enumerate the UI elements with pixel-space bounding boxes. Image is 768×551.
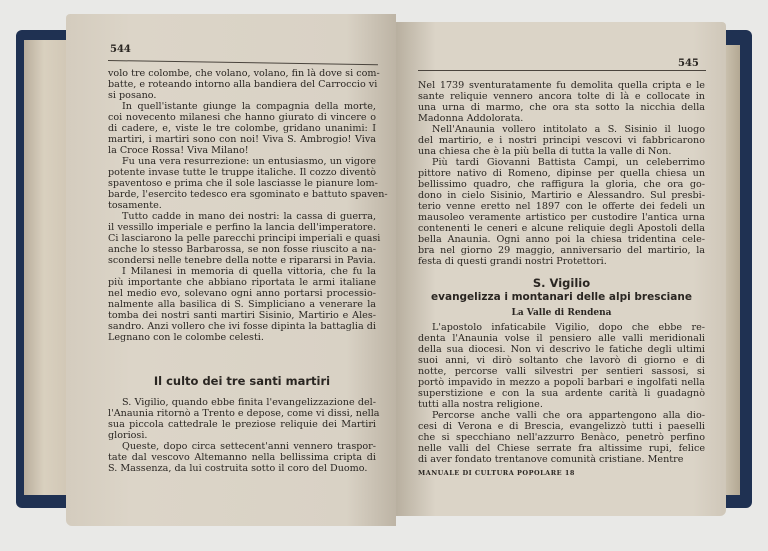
- text-line: Ci lasciarono la pelle parecchi principi imperiali e quasi: [108, 233, 381, 244]
- text-line: del martirio, e i nostri principi vescovi vi fabbricarono: [418, 135, 705, 146]
- text-line: scondersi nelle tenebre della notte e ripararsi in Pavia.: [108, 255, 376, 266]
- text-line: S. Vigilio, quando ebbe finita l'evangelizzazione del-: [122, 397, 376, 408]
- paragraph: [418, 322, 705, 410]
- text-line: terio venne eretto nel 1897 con le offerte dei fedeli un: [418, 201, 705, 212]
- paragraph: [108, 156, 388, 211]
- text-line: barde, l'esercito tedesco era sgominato e battuto spaven-: [108, 189, 388, 200]
- section-heading: Il culto dei tre santi martiri: [153, 374, 331, 388]
- text-block-top: [108, 68, 388, 343]
- header-rule: [418, 70, 706, 71]
- text-line: suoi anni, vi dirò soltanto che lavorò di giorno e di: [418, 355, 705, 366]
- text-line: pittore nativo di Romeno, dipinse per quella chiesa un: [418, 168, 705, 179]
- text-line: L'apostolo infaticabile Vigilio, dopo che ebbe re-: [432, 322, 705, 333]
- text-line: potente invase tutte le truppe italiche. Il cozzo diventò: [108, 167, 376, 178]
- paragraph: [108, 68, 380, 101]
- text-line: anche lo stesso Barbarossa, se non fosse riuscito a na-: [108, 244, 376, 255]
- text-line: Madonna Addolorata.: [418, 113, 524, 124]
- text-line: Fu una vera resurrezione: un entusiasmo, un vigore: [122, 156, 376, 167]
- text-line: denta l'Anaunia volse il pensiero alle valli meridionali: [418, 333, 705, 344]
- page-footer: MANUALE DI CULTURA POPOLARE 18: [418, 469, 575, 477]
- text-line: martiri, i martiri sono con noi! Viva S. Ambrogio! Viva: [108, 134, 376, 145]
- text-line: che si specchiano nell'azzurro Benàco, penetrò perfino: [418, 432, 705, 443]
- text-line: nelle valli del Chiese serrate fra altissime rupi, felice: [418, 443, 705, 454]
- text-line: spaventoso e prima che il sole lasciasse le pianure lom-: [108, 178, 378, 189]
- right-page: [396, 22, 726, 516]
- text-line: volo tre colombe, che volano, volano, fin là dove si com-: [108, 68, 380, 79]
- chapter-title: S. Vigilio: [532, 276, 591, 290]
- text-line: festa di questi grandi nostri Protettori.: [418, 256, 607, 267]
- text-line: Nell'Anaunia vollero intitolato a S. Sisinio il luogo: [432, 124, 705, 135]
- text-line: tosamente.: [108, 200, 162, 211]
- text-line: la Croce Rossa! Viva Milano!: [108, 145, 249, 156]
- text-line: coi novecento milanesi che hanno giurato di vincere o: [108, 112, 376, 123]
- text-line: gloriosi.: [108, 430, 148, 441]
- text-line: l'Anaunia ritornò a Trento e depose, come vi dissi, nella: [108, 408, 380, 419]
- text-line: una urna di marmo, che ora sta sotto la nicchia della: [418, 102, 705, 113]
- paragraph: [108, 397, 380, 441]
- text-block-bottom: [108, 397, 380, 474]
- subheading: La Valle di Rendena: [511, 308, 612, 318]
- text-line: cesi di Verona e di Brescia, evangelizzò tutti i paeselli: [418, 421, 705, 432]
- text-line: si posano.: [108, 90, 157, 101]
- paragraph: [108, 266, 376, 343]
- text-line: Queste, dopo circa settecent'anni vennero traspor-: [122, 441, 376, 452]
- page-number: 544: [110, 44, 131, 55]
- paragraph: [418, 410, 705, 465]
- paragraph: [108, 101, 376, 156]
- text-line: I Milanesi in memoria di quella vittoria, che fu la: [122, 266, 376, 277]
- text-line: contenenti le ceneri e alcune reliquie degli Apostoli della: [418, 223, 705, 234]
- text-line: più importante che abbiano riportata le armi italiane: [108, 277, 376, 288]
- header-rule: [108, 60, 378, 65]
- text-line: bellissimo quadro, che raffigura la gloria, che ora go-: [418, 179, 705, 190]
- text-line: Nel 1739 sventuratamente fu demolita quella cripta e le: [418, 80, 705, 91]
- text-line: di cadere, e, viste le tre colombe, gridano unanimi: I: [108, 123, 376, 134]
- text-line: In quell'istante giunge la compagnia della morte,: [122, 101, 376, 112]
- text-line: di aver fondato trentanove comunità cristiane. Mentre: [418, 454, 684, 465]
- text-line: sandro. Anzi vollero che ivi fosse dipinta la battaglia di: [108, 321, 376, 332]
- text-line: Tutto cadde in mano dei nostri: la cassa di guerra,: [122, 211, 376, 222]
- text-line: nel medio evo, solevano ogni anno portarsi processio-: [108, 288, 376, 299]
- text-line: una chiesa che è la più bella di tutta la valle di Non.: [418, 146, 672, 157]
- text-line: bra nel giorno 29 maggio, anniversario del martirio, la: [418, 245, 705, 256]
- text-line: superstizione e con la sua ardente carità li guadagnò: [418, 388, 705, 399]
- text-line: batte, e roteando intorno alla bandiera del Carroccio vi: [108, 79, 378, 90]
- text-line: mausoleo veramente artistico per custodire l'antica urna: [418, 212, 705, 223]
- text-line: portò impavido in mezzo a popoli barbari e ingolfati nella: [418, 377, 705, 388]
- text-line: bella Anaunia. Ogni anno poi la chiesa tridentina cele-: [418, 234, 705, 245]
- text-line: tutti alla nostra religione.: [418, 399, 543, 410]
- text-line: Più tardi Giovanni Battista Campi, un celeberrimo: [432, 157, 705, 168]
- text-line: Legnano con le colombe celesti.: [108, 332, 264, 343]
- paragraph: [108, 441, 376, 474]
- text-line: il vessillo imperiale e perfino la lancia dell'imperatore.: [108, 222, 376, 233]
- text-line: notte, percorse valli silvestri per sentieri sassosi, si: [418, 366, 705, 377]
- text-line: della sua diocesi. Non vi descrivo le fatiche degli ultimi: [418, 344, 705, 355]
- text-line: Percorse anche valli che ora appartengono alla dio-: [432, 410, 705, 421]
- text-block-top: [418, 80, 705, 267]
- paragraph: [418, 157, 705, 267]
- page-number: 545: [678, 58, 699, 69]
- chapter-subtitle: evangelizza i montanari delle alpi bresciane: [431, 291, 692, 303]
- text-block-bottom: [418, 322, 705, 465]
- text-line: tate dal vescovo Altemanno nella bellissima cripta di: [108, 452, 376, 463]
- text-line: tomba dei nostri santi martiri Sisinio, Martirio e Ales-: [108, 310, 376, 321]
- text-line: dono in cielo Sisinio, Martirio e Alessandro. Sul presbi-: [418, 190, 705, 201]
- text-line: S. Massenza, da lui costruita sotto il coro del Duomo.: [108, 463, 368, 474]
- text-line: sante reliquie vennero ancora tolte di là e collocate in: [418, 91, 705, 102]
- paragraph: [418, 124, 705, 157]
- text-line: nalmente alla basilica di S. Simpliciano a venerare la: [108, 299, 376, 310]
- paragraph: [108, 211, 381, 266]
- paragraph: [418, 80, 705, 124]
- left-page: [66, 14, 396, 526]
- text-line: sua piccola cattedrale le preziose reliquie dei Martiri: [108, 419, 376, 430]
